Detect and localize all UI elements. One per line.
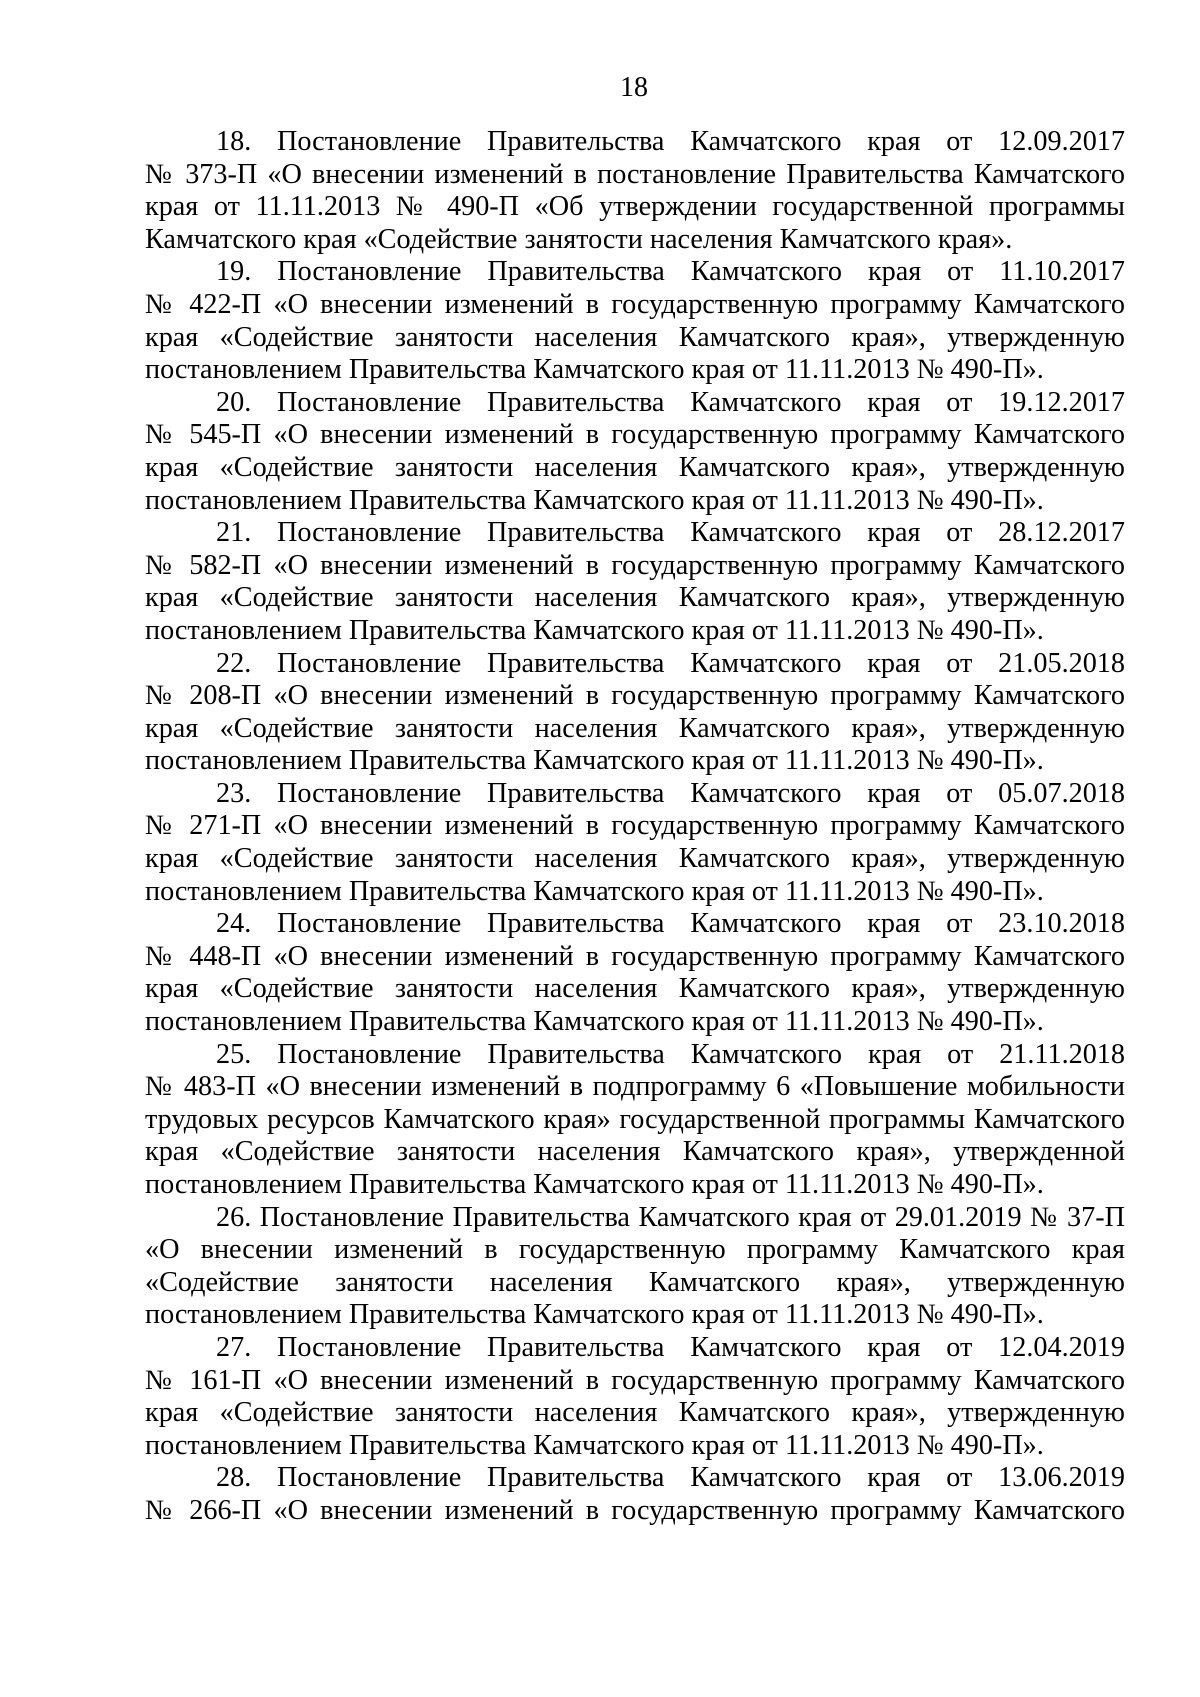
list-item bbox=[145, 648, 1125, 778]
document-body bbox=[145, 126, 1125, 1528]
page-number: 18 bbox=[620, 72, 648, 103]
text-line: 18. Постановление Правительства Камчатского края от 12.09.2017 bbox=[216, 126, 1125, 157]
list-item bbox=[145, 778, 1125, 908]
text-line: № 208-П «О внесении изменений в государственную программу Камчатского bbox=[145, 680, 1125, 712]
text-line: 20. Постановление Правительства Камчатского края от 19.12.2017 bbox=[216, 386, 1125, 418]
text-line: края «Содействие занятости населения Камчатского края», утвержденную bbox=[145, 712, 1125, 744]
text-line: № 582-П «О внесении изменений в государственную программу Камчатского bbox=[145, 549, 1125, 581]
list-item bbox=[145, 1039, 1125, 1202]
list-item bbox=[145, 1332, 1125, 1462]
text-line: постановлением Правительства Камчатского края от 11.11.2013 № 490-П». bbox=[145, 1299, 1044, 1331]
text-line: края «Содействие занятости населения Камчатского края», утвержденную bbox=[145, 1397, 1125, 1429]
text-line: № 483-П «О внесении изменений в подпрограмму 6 «Повышение мобильности bbox=[145, 1071, 1125, 1103]
text-line: 21. Постановление Правительства Камчатского края от 28.12.2017 bbox=[216, 517, 1125, 549]
text-line: постановлением Правительства Камчатского края от 11.11.2013 № 490-П». bbox=[145, 745, 1044, 777]
text-line: 19. Постановление Правительства Камчатского края от 11.10.2017 bbox=[216, 256, 1125, 288]
text-line: № 545-П «О внесении изменений в государственную программу Камчатского bbox=[145, 419, 1125, 451]
text-line: края от 11.11.2013 № 490-П «Об утверждении государственной программы bbox=[145, 191, 1125, 223]
text-line: 28. Постановление Правительства Камчатского края от 13.06.2019 bbox=[216, 1462, 1125, 1494]
text-line: 22. Постановление Правительства Камчатского края от 21.05.2018 bbox=[216, 647, 1125, 679]
text-line: постановлением Правительства Камчатского края от 11.11.2013 № 490-П». bbox=[145, 484, 1044, 516]
list-item bbox=[145, 1462, 1125, 1527]
text-line: № 271-П «О внесении изменений в государственную программу Камчатского bbox=[145, 810, 1125, 842]
text-line: № 266-П «О внесении изменений в государственную программу Камчатского bbox=[145, 1494, 1125, 1526]
text-line: «О внесении изменений в государственную программу Камчатского края bbox=[145, 1234, 1125, 1266]
text-line: края «Содействие занятости населения Камчатского края», утвержденную bbox=[145, 973, 1125, 1005]
list-item bbox=[145, 126, 1125, 256]
text-line: края «Содействие занятости населения Камчатского края», утвержденной bbox=[145, 1136, 1125, 1168]
text-line: постановлением Правительства Камчатского края от 11.11.2013 № 490-П». bbox=[145, 875, 1044, 907]
text-line: края «Содействие занятости населения Камчатского края», утвержденную bbox=[145, 451, 1125, 483]
text-line: постановлением Правительства Камчатского края от 11.11.2013 № 490-П». bbox=[145, 1006, 1044, 1038]
text-line: 27. Постановление Правительства Камчатского края от 12.04.2019 bbox=[216, 1331, 1125, 1363]
list-item bbox=[145, 256, 1125, 386]
text-line: края «Содействие занятости населения Камчатского края», утвержденную bbox=[145, 843, 1125, 875]
text-line: 25. Постановление Правительства Камчатского края от 21.11.2018 bbox=[216, 1038, 1125, 1070]
text-line: постановлением Правительства Камчатского края от 11.11.2013 № 490-П». bbox=[145, 1429, 1044, 1461]
list-item bbox=[145, 1202, 1125, 1332]
text-line: № 161-П «О внесении изменений в государственную программу Камчатского bbox=[145, 1364, 1125, 1396]
list-item bbox=[145, 387, 1125, 517]
text-line: 24. Постановление Правительства Камчатского края от 23.10.2018 bbox=[216, 908, 1125, 940]
text-line: постановлением Правительства Камчатского края от 11.11.2013 № 490-П». bbox=[145, 614, 1044, 646]
text-line: № 373-П «О внесении изменений в постановление Правительства Камчатского bbox=[145, 158, 1125, 190]
text-line: 26. Постановление Правительства Камчатского края от 29.01.2019 № 37-П bbox=[216, 1201, 1125, 1233]
text-line: постановлением Правительства Камчатского края от 11.11.2013 № 490-П». bbox=[145, 1169, 1044, 1200]
list-item bbox=[145, 908, 1125, 1038]
text-line: Камчатского края «Содействие занятости населения Камчатского края». bbox=[145, 223, 1013, 255]
list-item bbox=[145, 517, 1125, 647]
text-line: постановлением Правительства Камчатского края от 11.11.2013 № 490-П». bbox=[145, 354, 1044, 386]
text-line: края «Содействие занятости населения Камчатского края», утвержденную bbox=[145, 321, 1125, 353]
text-line: края «Содействие занятости населения Камчатского края», утвержденную bbox=[145, 582, 1125, 614]
text-line: трудовых ресурсов Камчатского края» государственной программы Камчатского bbox=[145, 1103, 1125, 1135]
text-line: 23. Постановление Правительства Камчатского края от 05.07.2018 bbox=[216, 777, 1125, 809]
text-line: № 448-П «О внесении изменений в государственную программу Камчатского bbox=[145, 940, 1125, 972]
text-line: «Содействие занятости населения Камчатского края», утвержденную bbox=[145, 1266, 1125, 1298]
text-line: № 422-П «О внесении изменений в государственную программу Камчатского bbox=[145, 288, 1125, 320]
